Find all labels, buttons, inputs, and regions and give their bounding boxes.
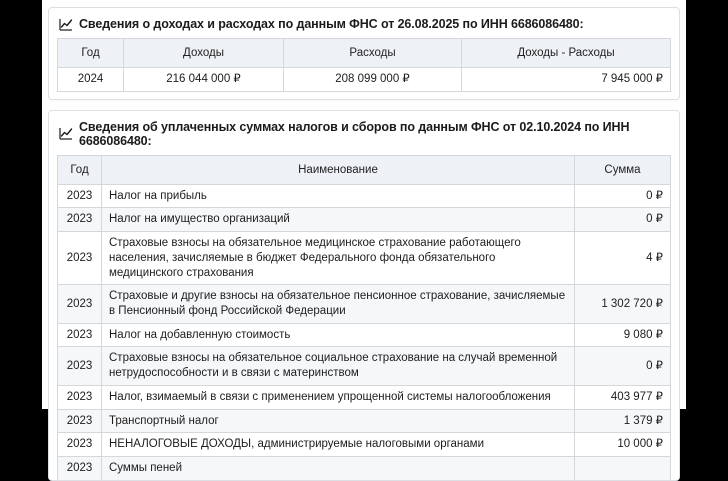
cell-sum: 1 302 720 ₽ [575,285,671,323]
cell-name: Страховые взносы на обязательное медицинское страхование работающего населения, зачисляемые в бюджет Федерального фонда обязательного медицинского страхования [102,232,575,285]
cell-name: Страховые взносы на обязательное социальное страхование на случай временной нетрудоспособности и в связи с материнством [102,347,575,385]
cell-year: 2023 [58,208,102,232]
column-header-expense: Расходы [284,39,462,68]
column-header-name: Наименование [102,155,575,184]
cell-name: НЕНАЛОГОВЫЕ ДОХОДЫ, администрируемые налоговыми органами [102,433,575,457]
cell-income: 216 044 000 ₽ [124,68,284,92]
cell-name: Налог на имущество организаций [102,208,575,232]
letterbox-left [0,0,42,409]
cell-name: Суммы пеней [102,457,575,480]
cell-sum: 0 ₽ [575,208,671,232]
taxes-header-row [58,155,671,184]
cell-name: Налог на прибыль [102,184,575,208]
column-header-income: Доходы [124,39,284,68]
table-row [58,285,671,323]
table-row [58,232,671,285]
cell-sum [575,457,671,480]
taxes-title-text: Сведения об уплаченных суммах налогов и сборов по данным ФНС от 02.10.2024 по ИНН 6686086480: [79,119,630,148]
table-row [58,409,671,433]
letterbox-right [686,0,728,409]
cell-year: 2023 [58,433,102,457]
cell-year: 2023 [58,232,102,285]
table-row [58,68,671,92]
table-row [58,385,671,409]
cell-year: 2023 [58,347,102,385]
document-content [42,0,686,475]
cell-sum: 1 379 ₽ [575,409,671,433]
cell-name: Налог, взимаемый в связи с применением упрощенной системы налогообложения [102,385,575,409]
income-expense-header-row [58,39,671,68]
chart-icon [59,127,73,140]
cell-sum: 9 080 ₽ [575,323,671,347]
column-header-year: Год [58,39,124,68]
income-expense-title-text: Сведения о доходах и расходах по данным ФНС от 26.08.2025 по ИНН 6686086480: [79,17,584,31]
table-row [58,433,671,457]
cell-year: 2023 [58,457,102,480]
table-row [58,347,671,385]
cell-expense: 208 099 000 ₽ [284,68,462,92]
column-header-year: Год [58,155,102,184]
cell-name: Страховые и другие взносы на обязательное пенсионное страхование, зачисляемые в Пенсионный фонд Российской Федерации [102,285,575,323]
income-expense-card-title [57,16,671,38]
table-row [58,457,671,480]
taxes-table [57,155,671,480]
cell-name: Транспортный налог [102,409,575,433]
table-row [58,184,671,208]
cell-year: 2023 [58,184,102,208]
cell-year: 2024 [58,68,124,92]
cell-sum: 0 ₽ [575,184,671,208]
table-row [58,323,671,347]
cell-year: 2023 [58,323,102,347]
table-row [58,208,671,232]
cell-sum: 4 ₽ [575,232,671,285]
cell-year: 2023 [58,385,102,409]
taxes-card [48,110,680,481]
taxes-card-title [57,119,671,155]
cell-difference: 7 945 000 ₽ [462,68,671,92]
chart-icon [59,18,73,31]
income-expense-table [57,38,671,92]
cell-year: 2023 [58,285,102,323]
income-expense-card [48,7,680,100]
cell-year: 2023 [58,409,102,433]
column-header-difference: Доходы - Расходы [462,39,671,68]
column-header-sum: Сумма [575,155,671,184]
cell-sum: 0 ₽ [575,347,671,385]
cell-sum: 403 977 ₽ [575,385,671,409]
cell-name: Налог на добавленную стоимость [102,323,575,347]
cell-sum: 10 000 ₽ [575,433,671,457]
